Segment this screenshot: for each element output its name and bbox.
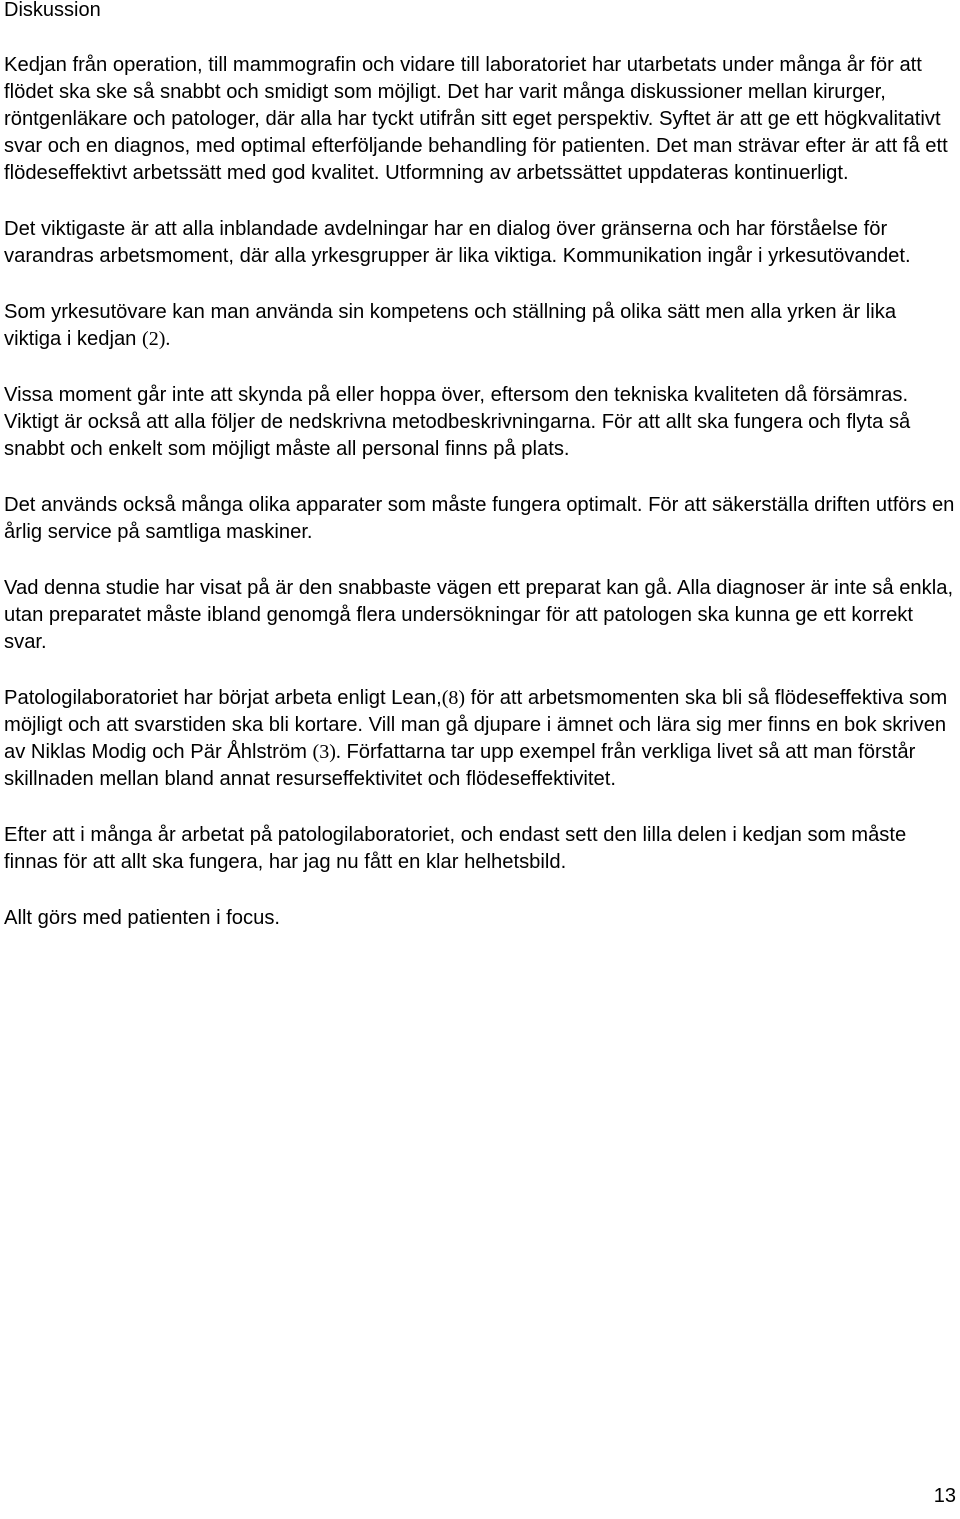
paragraph bbox=[4, 685, 956, 793]
citation-reference: (8) bbox=[441, 687, 466, 709]
paragraph-text: Allt görs med patienten i focus. bbox=[4, 907, 281, 929]
paragraph bbox=[4, 905, 956, 932]
paragraph-text: Det används också många olika apparater som måste fungera optimalt. För att säkerställa driften utförs en årlig service på samtliga maskiner. bbox=[4, 494, 955, 543]
paragraph bbox=[4, 52, 956, 187]
paragraph-text: Författarna tar upp exempel från verkliga livet så att man förstår skillnaden mellan bland annat resurseffektivitet och flödeseffektivitet. bbox=[4, 741, 916, 790]
paragraph-text: Vissa moment går inte att skynda på eller hoppa över, eftersom den tekniska kvaliteten då försämras. Viktigt är också att alla följer de nedskrivna metodbeskrivningarna. För att allt ska fungera och flyta så snabbt och enkelt som möjligt måste all personal finns på plats. bbox=[4, 384, 911, 460]
paragraph bbox=[4, 822, 956, 876]
paragraph-text: för att arbetsmomenten ska bli så flödeseffektiva som möjligt och att svarstiden ska bli kortare. Vill man gå djupare i ämnet och lära sig mer finns en bok skriven av Niklas Modig och Pär Åhlström bbox=[4, 687, 948, 763]
paragraph-text: Patologilaboratoriet har börjat arbeta enligt Lean, bbox=[4, 687, 442, 709]
section-heading: Diskussion bbox=[4, 0, 101, 21]
paragraph-text: Efter att i många år arbetat på patologilaboratoriet, och endast sett den lilla delen i kedjan som måste finnas för att allt ska fungera, har jag nu fått en klar helhetsbild. bbox=[4, 824, 907, 873]
paragraph bbox=[4, 299, 956, 353]
citation-reference: (3). bbox=[312, 741, 341, 763]
paragraph bbox=[4, 216, 956, 270]
paragraph bbox=[4, 382, 956, 463]
paragraph-text: Som yrkesutövare kan man använda sin kompetens och ställning på olika sätt men alla yrken är lika viktiga i kedjan bbox=[4, 301, 897, 350]
paragraph-text: Vad denna studie har visat på är den snabbaste vägen ett preparat kan gå. Alla diagnoser är inte så enkla, utan preparatet måste ibland genomgå flera undersökningar för att patologen ska kunna ge ett korrekt svar. bbox=[4, 577, 954, 653]
citation-reference: (2). bbox=[142, 328, 171, 350]
discussion-body bbox=[4, 52, 956, 961]
page-number: 13 bbox=[933, 1485, 956, 1507]
paragraph bbox=[4, 492, 956, 546]
paragraph bbox=[4, 575, 956, 656]
paragraph-text: Det viktigaste är att alla inblandade avdelningar har en dialog över gränserna och har förståelse för varandras arbetsmoment, där alla yrkesgrupper är lika viktiga. Kommunikation ingår i yrkesutövandet. bbox=[4, 218, 911, 267]
paragraph-text: Kedjan från operation, till mammografin och vidare till laboratoriet har utarbetats under många år för att flödet ska ske så snabbt och smidigt som möjligt. Det har varit många diskussioner mellan kirurger, röntgenläkare och patologer, där alla har tyckt utifrån sitt eget perspektiv. Syftet är att ge ett högkvalitativt svar och en diagnos, med optimal efterföljande behandling för patienten. Det man strävar efter är att få ett flödeseffektivt arbetssätt med god kvalitet. Utformning av arbetssättet uppdateras kontinuerligt. bbox=[4, 54, 948, 184]
